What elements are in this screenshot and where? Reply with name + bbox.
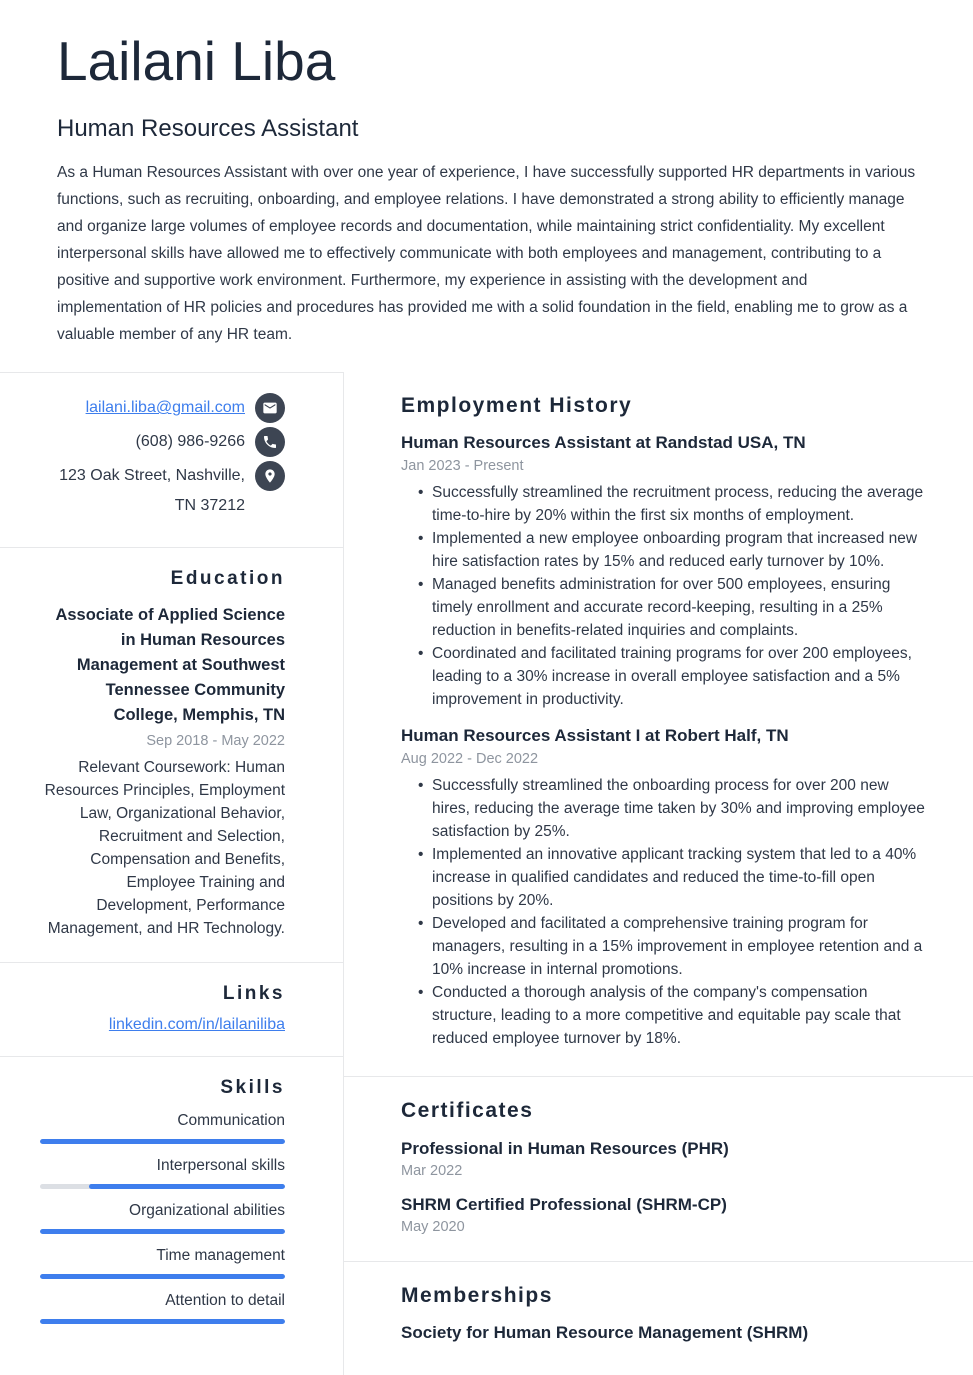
job-bullet-list — [401, 481, 930, 711]
job-bullet: • Developed and facilitated a comprehensive training program for managers, resulting in a 15% improvement in employee retention and a 10% increase in internal promotions. — [432, 912, 930, 981]
job-bullet: • Implemented a new employee onboarding program that increased new hire satisfaction rates by 15% and reduced early turnover by 10%. — [432, 527, 930, 573]
location-pin-icon — [255, 461, 285, 491]
job-dates: Jan 2023 - Present — [401, 458, 524, 475]
certificate-title: Professional in Human Resources (PHR) — [401, 1139, 729, 1159]
skill-label: Organizational abilities — [129, 1202, 285, 1220]
memberships-section — [344, 1261, 973, 1369]
contact-row-email — [40, 393, 285, 423]
skill-item — [40, 1292, 285, 1324]
skill-item — [40, 1157, 285, 1189]
education-section — [0, 547, 343, 962]
job-entry — [401, 726, 930, 1050]
job-dates: Aug 2022 - Dec 2022 — [401, 751, 539, 768]
memberships-heading: Memberships — [401, 1284, 553, 1308]
job-bullet-list — [401, 774, 930, 1050]
skills-heading: Skills — [220, 1077, 285, 1099]
email-link[interactable]: lailani.liba@gmail.com — [85, 399, 245, 417]
resume-header — [0, 0, 973, 372]
skill-bar-track — [40, 1274, 285, 1279]
skill-bar-track — [40, 1139, 285, 1144]
job-title: Human Resources Assistant at Randstad USA, TN — [401, 433, 806, 453]
job-bullet: • Managed benefits administration for over 500 employees, ensuring timely enrollment and accurate record-keeping, resulting in a 25% reduction in benefits-related inquiries and complaints. — [432, 573, 930, 642]
job-bullet: • Successfully streamlined the recruitment process, reducing the average time-to-hire by 20% within the first six months of employment. — [432, 481, 930, 527]
employment-history-heading: Employment History — [401, 394, 633, 418]
skill-bar-fill — [89, 1184, 285, 1189]
certificate-entry — [401, 1195, 930, 1235]
links-heading: Links — [222, 983, 285, 1005]
membership-title: Society for Human Resource Management (SHRM) — [401, 1323, 809, 1343]
employment-history-section — [344, 372, 973, 1076]
skill-bar-track — [40, 1319, 285, 1324]
contact-section — [0, 372, 343, 547]
phone-icon — [255, 427, 285, 457]
skill-item — [40, 1247, 285, 1279]
skill-bar-fill — [40, 1319, 285, 1324]
skill-label: Communication — [177, 1112, 285, 1130]
main-column — [343, 372, 973, 1375]
certificate-title: SHRM Certified Professional (SHRM-CP) — [401, 1195, 727, 1215]
skill-label: Attention to detail — [165, 1292, 285, 1310]
skills-section — [0, 1056, 343, 1346]
job-title: Human Resources Assistant I at Robert Half, TN — [401, 726, 789, 746]
certificates-heading: Certificates — [401, 1099, 534, 1123]
skill-label: Interpersonal skills — [156, 1157, 285, 1175]
linkedin-link[interactable]: linkedin.com/in/lailaniliba — [108, 1016, 285, 1034]
job-bullet: • Successfully streamlined the onboarding process for over 200 new hires, reducing the average time taken by 30% and improving employee satisfaction by 25%. — [432, 774, 930, 843]
job-entry — [401, 433, 930, 711]
content-columns — [0, 372, 973, 1375]
education-heading: Education — [170, 568, 285, 590]
skill-bar-fill — [40, 1274, 285, 1279]
education-details: Relevant Coursework: Human Resources Principles, Employment Law, Organizational Behavior, Recruitment and Selection, Compensation and Benefits, Employee Training and Development, Performance Management, and HR Technology. — [44, 759, 285, 938]
contact-row-phone — [40, 427, 285, 457]
skill-item — [40, 1112, 285, 1144]
certificates-section — [344, 1076, 973, 1261]
phone-number: (608) 986-9266 — [135, 433, 245, 451]
certificate-date: May 2020 — [401, 1219, 465, 1236]
links-section — [0, 962, 343, 1056]
profile-summary: As a Human Resources Assistant with over one year of experience, I have successfully supported HR departments in various functions, such as recruiting, onboarding, and employee relations. I have demonstrated a strong ability to efficiently manage and organize large volumes of employee records and documentation, while maintaining strict confidentiality. My excellent interpersonal skills have allowed me to effectively communicate with both employees and management, contributing to a positive and supportive work environment. Furthermore, my experience in assisting with the development and implementation of HR policies and procedures has provided me with a solid foundation in the field, enabling me to grow as a valuable member of any HR team. — [57, 164, 916, 344]
person-job-title: Human Resources Assistant — [57, 115, 359, 143]
contact-email-wrap — [86, 393, 245, 423]
job-bullet: • Implemented an innovative applicant tracking system that led to a 40% increase in qualified candidates and reduced the time-to-fill open positions by 20%. — [432, 843, 930, 912]
education-dates: Sep 2018 - May 2022 — [146, 733, 285, 750]
skill-item — [40, 1202, 285, 1234]
person-name: Lailani Liba — [57, 30, 336, 92]
skill-bar-fill — [40, 1139, 285, 1144]
sidebar — [0, 372, 343, 1375]
skill-bar-track — [40, 1229, 285, 1234]
skill-bar-track — [40, 1184, 285, 1189]
contact-row-address — [40, 461, 285, 521]
postal-address: 123 Oak Street, Nashville, TN 37212 — [59, 467, 245, 515]
job-bullet: • Coordinated and facilitated training programs for over 200 employees, leading to a 30% increase in overall employee satisfaction and a 5% improvement in productivity. — [432, 642, 930, 711]
skill-bar-fill — [40, 1229, 285, 1234]
skill-label: Time management — [156, 1247, 285, 1265]
certificate-entry — [401, 1139, 930, 1179]
job-bullet: • Conducted a thorough analysis of the company's compensation structure, leading to a more competitive and equitable pay scale that reduced employee turnover by 18%. — [432, 981, 930, 1050]
education-degree: Associate of Applied Science in Human Resources Management at Southwest Tennessee Community College, Memphis, TN — [55, 606, 285, 725]
envelope-icon — [255, 393, 285, 423]
certificate-date: Mar 2022 — [401, 1163, 463, 1180]
